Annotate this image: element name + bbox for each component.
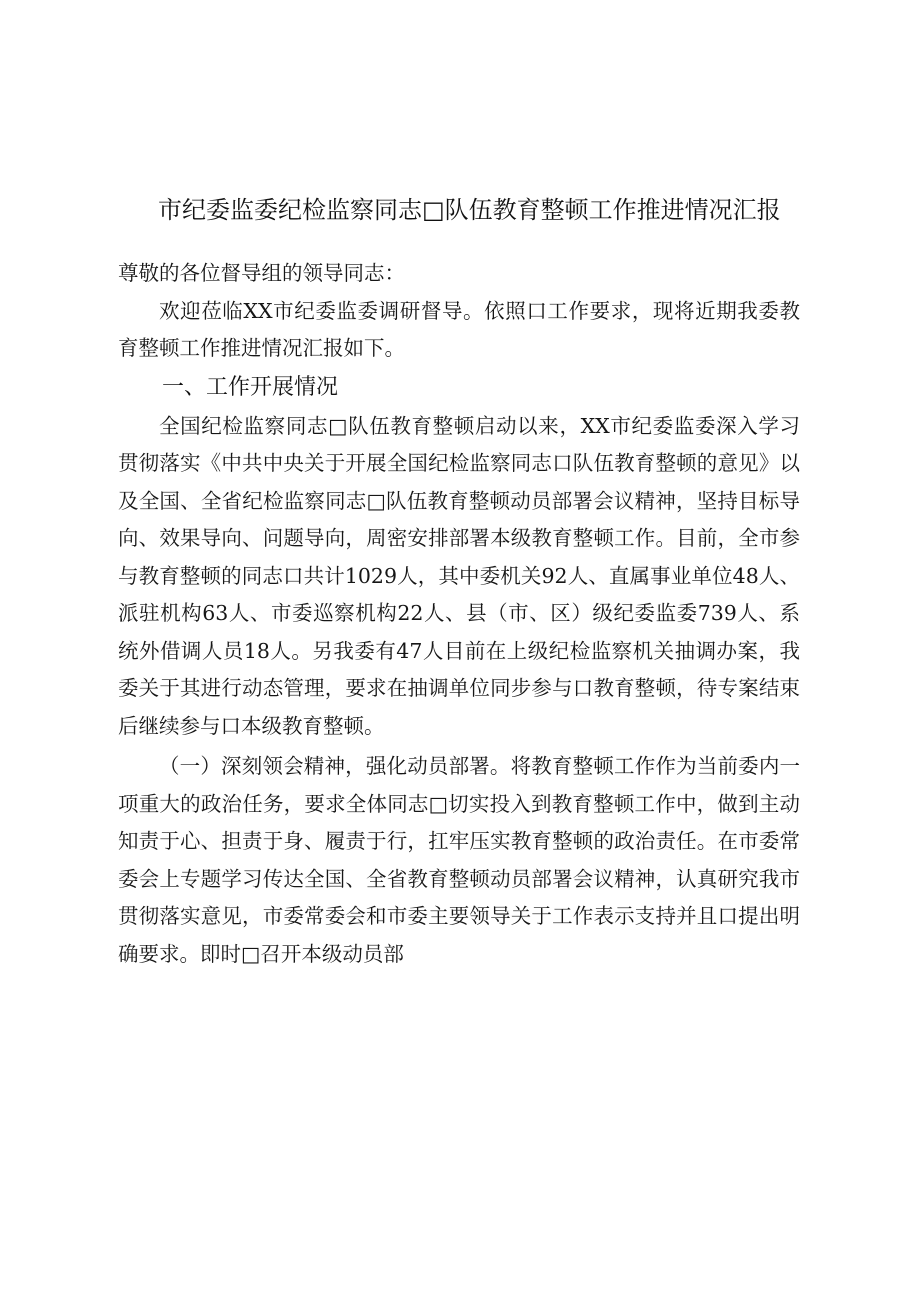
section-1-paragraph: 全国纪检监察同志□队伍教育整顿启动以来，XX市纪委监委深入学习贯彻落实《中共中央关于开展全国纪检监察同志口队伍教育整顿的意见》以及全国、全省纪检监察同志□队伍教育整顿动员部署会议精神，坚持目标导向、效果导向、问题导向，周密安排部署本级教育整顿工作。目前，全市参与教育整顿的同志口共计1029人，其中委机关92人、直属事业单位48人、派驻机构63人、市委巡察机构22人、县（市、区）级纪委监委739人、系统外借调人员18人。另我委有47人目前在上级纪检监察机关抽调办案，我委关于其进行动态管理，要求在抽调单位同步参与口教育整顿，待专案结束后继续参与口本级教育整顿。 [118, 413, 800, 738]
document-body [118, 255, 800, 973]
section-heading-1: 一、工作开展情况 [162, 374, 339, 400]
document-title: 市纪委监委纪检监察同志□队伍教育整顿工作推进情况汇报 [158, 196, 781, 224]
intro-paragraph: 欢迎莅临XX市纪委监委调研督导。依照口工作要求，现将近期我委教育整顿工作推进情况汇报如下。 [118, 298, 800, 360]
salutation: 尊敬的各位督导组的领导同志： [118, 261, 405, 285]
subsection-1-paragraph: （一）深刻领会精神，强化动员部署。将教育整顿工作作为当前委内一项重大的政治任务，要求全体同志□切实投入到教育整顿工作中，做到主动知责于心、担责于身、履责于行，扛牢压实教育整顿的政治责任。在市委常委会上专题学习传达全国、全省教育整顿动员部署会议精神，认真研究我市贯彻落实意见，市委常委会和市委主要领导关于工作表示支持并且口提出明确要求。即时□召开本级动员部 [118, 754, 800, 966]
